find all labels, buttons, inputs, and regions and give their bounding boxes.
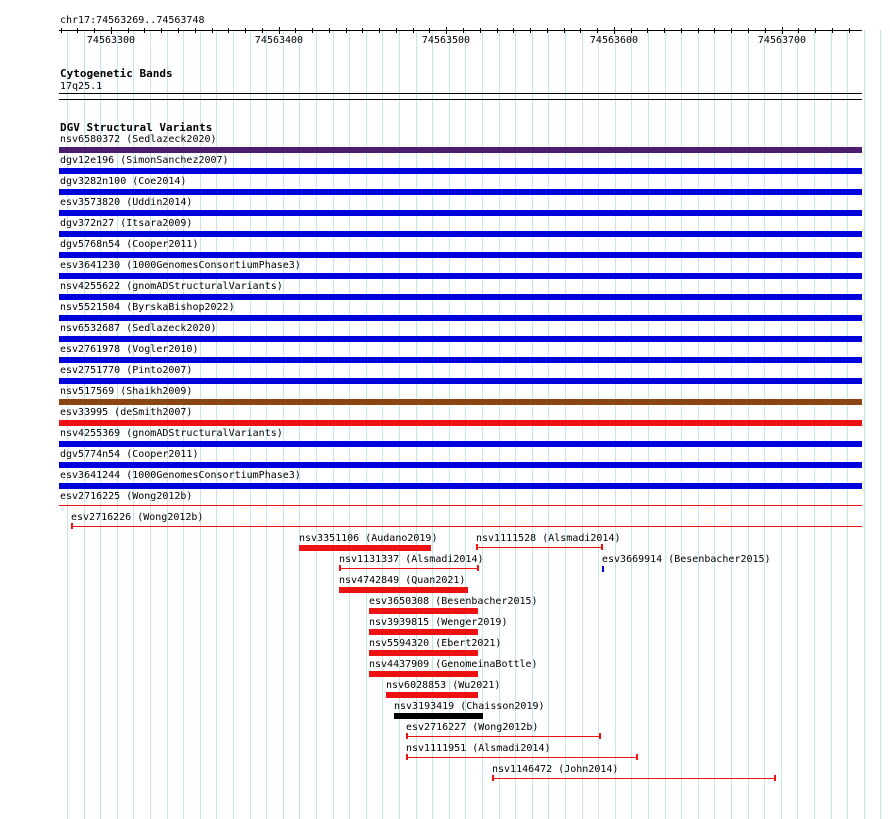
variant-label[interactable]: nsv517569 (Shaikh2009) bbox=[60, 386, 193, 397]
ruler-minor-tick bbox=[513, 28, 514, 33]
variant-bar[interactable] bbox=[59, 483, 862, 489]
variant-label[interactable]: esv3573820 (Uddin2014) bbox=[60, 197, 193, 208]
grid-line bbox=[880, 30, 881, 819]
variant-bar-start-cap bbox=[492, 775, 494, 781]
ruler-minor-tick bbox=[714, 28, 715, 33]
ruler-minor-tick bbox=[178, 28, 179, 33]
variant-bar[interactable] bbox=[386, 692, 478, 698]
variant-label[interactable]: nsv1111528 (Alsmadi2014) bbox=[476, 533, 621, 544]
variant-label[interactable]: nsv4742849 (Quan2021) bbox=[339, 575, 466, 586]
variant-bar[interactable] bbox=[59, 399, 862, 405]
ruler-minor-tick bbox=[849, 28, 850, 33]
variant-bar[interactable] bbox=[406, 757, 637, 758]
variant-bar[interactable] bbox=[369, 671, 478, 677]
variant-bar-end-cap bbox=[774, 775, 776, 781]
variant-bar[interactable] bbox=[59, 273, 862, 279]
ruler-minor-tick bbox=[647, 28, 648, 33]
cytoband-bottom-line bbox=[59, 99, 862, 100]
variant-bar[interactable] bbox=[59, 189, 862, 195]
ruler-major-tick bbox=[782, 27, 783, 34]
variant-bar[interactable] bbox=[59, 168, 862, 174]
ruler-minor-tick bbox=[480, 28, 481, 33]
ruler-axis bbox=[59, 30, 862, 31]
ruler-minor-tick bbox=[731, 28, 732, 33]
variant-label[interactable]: nsv5594320 (Ebert2021) bbox=[369, 638, 502, 649]
ruler-minor-tick bbox=[245, 28, 246, 33]
variant-bar[interactable] bbox=[369, 608, 478, 614]
variant-label[interactable]: nsv4255369 (gnomADStructuralVariants) bbox=[60, 428, 283, 439]
ruler-minor-tick bbox=[698, 28, 699, 33]
ruler-minor-tick bbox=[212, 28, 213, 33]
variant-bar[interactable] bbox=[59, 294, 862, 300]
ruler-minor-tick bbox=[379, 28, 380, 33]
variant-bar[interactable] bbox=[71, 526, 862, 527]
ruler-major-tick bbox=[614, 27, 615, 34]
variant-bar[interactable] bbox=[59, 147, 862, 153]
variant-bar-start-cap bbox=[406, 733, 408, 739]
ruler-minor-tick bbox=[765, 28, 766, 33]
variant-bar[interactable] bbox=[59, 210, 862, 216]
variant-label[interactable]: esv2716227 (Wong2012b) bbox=[406, 722, 539, 733]
ruler-minor-tick bbox=[94, 28, 95, 33]
variant-bar[interactable] bbox=[59, 378, 862, 384]
ruler-minor-tick bbox=[144, 28, 145, 33]
variant-bar-start-cap bbox=[476, 544, 478, 550]
ruler-minor-tick bbox=[329, 28, 330, 33]
ruler-tick-label: 74563500 bbox=[421, 35, 471, 46]
variant-label[interactable]: esv3641244 (1000GenomesConsortiumPhase3) bbox=[60, 470, 301, 481]
ruler-minor-tick bbox=[312, 28, 313, 33]
cytoband-label[interactable]: 17q25.1 bbox=[60, 81, 103, 92]
variant-bar[interactable] bbox=[59, 505, 862, 506]
ruler-minor-tick bbox=[547, 28, 548, 33]
ruler-minor-tick bbox=[429, 28, 430, 33]
variant-label[interactable]: nsv3351106 (Audano2019) bbox=[299, 533, 438, 544]
variant-label[interactable]: dgv372n27 (Itsara2009) bbox=[60, 218, 193, 229]
variant-bar-end-cap bbox=[636, 754, 638, 760]
ruler-major-tick bbox=[279, 27, 280, 34]
variant-label[interactable]: nsv3939815 (Wenger2019) bbox=[369, 617, 508, 628]
variant-bar[interactable] bbox=[59, 357, 862, 363]
ruler-minor-tick bbox=[77, 28, 78, 33]
variant-bar-start-cap bbox=[406, 754, 408, 760]
variant-bar[interactable] bbox=[369, 650, 478, 656]
variant-label[interactable]: esv3641230 (1000GenomesConsortiumPhase3) bbox=[60, 260, 301, 271]
ruler-minor-tick bbox=[128, 28, 129, 33]
ruler-minor-tick bbox=[463, 28, 464, 33]
variant-label[interactable]: nsv3193419 (Chaisson2019) bbox=[394, 701, 545, 712]
variant-label[interactable]: esv3650308 (Besenbacher2015) bbox=[369, 596, 538, 607]
ruler-tick-label: 74563700 bbox=[757, 35, 807, 46]
ruler-major-tick bbox=[446, 27, 447, 34]
ruler-minor-tick bbox=[530, 28, 531, 33]
variant-label[interactable]: dgv3282n100 (Coe2014) bbox=[60, 176, 187, 187]
ruler-minor-tick bbox=[631, 28, 632, 33]
variant-label[interactable]: dgv5768n54 (Cooper2011) bbox=[60, 239, 199, 250]
variant-bar[interactable] bbox=[59, 252, 862, 258]
ruler-minor-tick bbox=[61, 28, 62, 33]
variant-bar[interactable] bbox=[59, 315, 862, 321]
ruler-minor-tick bbox=[664, 28, 665, 33]
variant-label[interactable]: nsv1111951 (Alsmadi2014) bbox=[406, 743, 551, 754]
grid-line bbox=[864, 30, 865, 819]
ruler-minor-tick bbox=[798, 28, 799, 33]
variant-bar[interactable] bbox=[602, 566, 604, 572]
variant-bar[interactable] bbox=[59, 336, 862, 342]
ruler-minor-tick bbox=[228, 28, 229, 33]
variant-label[interactable]: nsv4437909 (GenomeinaBottle) bbox=[369, 659, 538, 670]
variant-label[interactable]: nsv6028853 (Wu2021) bbox=[386, 680, 501, 691]
variant-label[interactable]: esv2751770 (Pinto2007) bbox=[60, 365, 193, 376]
variant-bar-start-cap bbox=[71, 523, 73, 529]
variant-label[interactable]: nsv6532687 (Sedlazeck2020) bbox=[60, 323, 217, 334]
ruler-minor-tick bbox=[262, 28, 263, 33]
ruler-minor-tick bbox=[580, 28, 581, 33]
variant-bar[interactable] bbox=[369, 629, 478, 635]
ruler-minor-tick bbox=[295, 28, 296, 33]
variant-label[interactable]: nsv6580372 (Sedlazeck2020) bbox=[60, 134, 217, 145]
ruler-minor-tick bbox=[597, 28, 598, 33]
locus-label: chr17:74563269..74563748 bbox=[60, 15, 205, 26]
variant-label[interactable]: dgv12e196 (SimonSanchez2007) bbox=[60, 155, 229, 166]
ruler-minor-tick bbox=[815, 28, 816, 33]
variant-bar[interactable] bbox=[492, 778, 775, 779]
ruler-minor-tick bbox=[195, 28, 196, 33]
cytoband-top-line bbox=[59, 93, 862, 94]
variant-bar[interactable] bbox=[394, 713, 483, 719]
variant-bar[interactable] bbox=[59, 420, 862, 426]
variant-bar[interactable] bbox=[59, 462, 862, 468]
ruler-minor-tick bbox=[346, 28, 347, 33]
variant-bar[interactable] bbox=[59, 231, 862, 237]
variant-label[interactable]: nsv1131337 (Alsmadi2014) bbox=[339, 554, 484, 565]
variant-bar[interactable] bbox=[339, 568, 478, 569]
variant-bar-end-cap bbox=[601, 544, 603, 550]
ruler-major-tick bbox=[111, 27, 112, 34]
ruler-minor-tick bbox=[413, 28, 414, 33]
variant-label[interactable]: nsv4255622 (gnomADStructuralVariants) bbox=[60, 281, 283, 292]
variant-label[interactable]: nsv5521504 (ByrskaBishop2022) bbox=[60, 302, 235, 313]
variant-label[interactable]: esv2716226 (Wong2012b) bbox=[71, 512, 204, 523]
variant-bar-end-cap bbox=[477, 565, 479, 571]
variant-bar[interactable] bbox=[476, 547, 602, 548]
ruler-tick-label: 74563300 bbox=[86, 35, 136, 46]
variant-bar-end-cap bbox=[599, 733, 601, 739]
ruler-minor-tick bbox=[681, 28, 682, 33]
ruler-minor-tick bbox=[564, 28, 565, 33]
variant-label[interactable]: esv2761978 (Vogler2010) bbox=[60, 344, 199, 355]
ruler-minor-tick bbox=[832, 28, 833, 33]
variant-label[interactable]: esv33995 (deSmith2007) bbox=[60, 407, 193, 418]
ruler-tick-label: 74563600 bbox=[589, 35, 639, 46]
variant-bar-start-cap bbox=[339, 565, 341, 571]
ruler-tick-label: 74563400 bbox=[254, 35, 304, 46]
variant-label[interactable]: esv3669914 (Besenbacher2015) bbox=[602, 554, 771, 565]
variant-bar[interactable] bbox=[406, 736, 600, 737]
ruler-minor-tick bbox=[396, 28, 397, 33]
variant-bar[interactable] bbox=[339, 587, 468, 593]
variant-bar[interactable] bbox=[59, 441, 862, 447]
dgv-track-title: DGV Structural Variants bbox=[60, 121, 213, 134]
ruler-minor-tick bbox=[497, 28, 498, 33]
variant-label[interactable]: esv2716225 (Wong2012b) bbox=[60, 491, 193, 502]
ruler-minor-tick bbox=[748, 28, 749, 33]
ruler-minor-tick bbox=[362, 28, 363, 33]
variant-bar[interactable] bbox=[299, 545, 431, 551]
cytoband-track-title: Cytogenetic Bands bbox=[60, 67, 173, 80]
variant-label[interactable]: dgv5774n54 (Cooper2011) bbox=[60, 449, 199, 460]
ruler-minor-tick bbox=[161, 28, 162, 33]
variant-label[interactable]: nsv1146472 (John2014) bbox=[492, 764, 619, 775]
